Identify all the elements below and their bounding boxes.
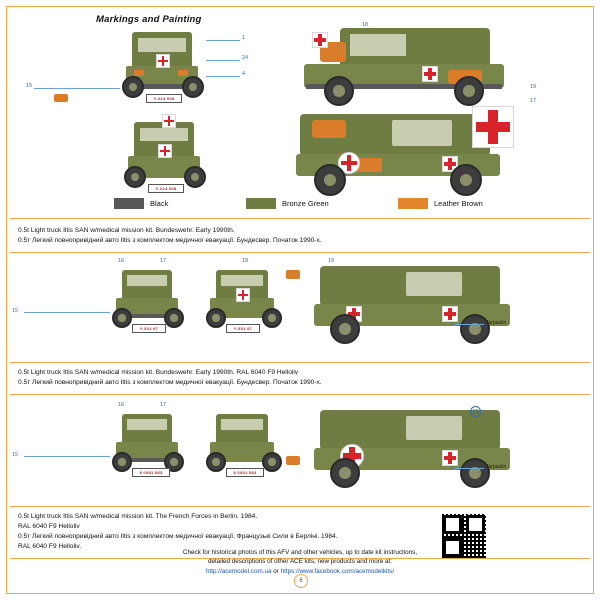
variant-3-caption (18, 512, 438, 552)
footer (10, 548, 590, 577)
plate-rear-2: Y-531 97 (226, 324, 260, 333)
variant-2-artwork: Y-531 97 Y-531 97 Tarpaulin 16 17 18 19 15 (10, 258, 578, 358)
variant-1-rear-view (120, 114, 210, 196)
variant-2-caption-en: 0.5t Light truck Iltis SAN w/medical mission kit. Bundeswehr. Early 1990th. RAL 6040 F9 Helloliv (18, 369, 299, 376)
divider-2 (10, 252, 590, 253)
divider-1 (10, 218, 590, 219)
variant-3-front-view (110, 408, 186, 480)
variant-3-caption-en: 0.5t Light truck Iltis SAN w/medical mission kit. The French Forces in Berlin. 1984. (18, 513, 258, 520)
footer-link-facebook[interactable]: https://www.facebook.com/acemodelkits/ (280, 567, 394, 575)
footer-line-2: detailed descriptions of other ACE kits, new products and more at: (207, 558, 393, 565)
variant-2-side-view (310, 262, 525, 346)
variant-1-caption-uk: 0.5т Легкий повнопривідний авто Iltis з комплектом медичної евакуації. Бундесвер. Початок 1990-х. (18, 237, 322, 244)
variant-1-side-view (298, 24, 518, 108)
red-cross-emblem (472, 106, 514, 148)
variant-2-caption (18, 368, 558, 388)
legend-swatch-leather-brown (398, 198, 428, 209)
variant-2-caption-uk: 0.5т Легкий повнопривідний авто Iltis з комплектом медичної евакуації. Бундесвер. Початок 1990-х. (18, 379, 322, 386)
legend-item-black (114, 198, 168, 209)
variant-2-front-view (110, 264, 186, 336)
variant-1-caption (18, 226, 558, 246)
tarpaulin-label-2: Tarpaulin (486, 320, 507, 326)
variant-3-caption-uk: 0.5т Легкий повнопривідний авто Iltis з комплектом медичної евакуації. Французькі Сили в Берліні. 1984. (18, 533, 338, 540)
tarpaulin-label-3: Tarpaulin (486, 464, 507, 470)
plate-rear-3: 8 0081 583 (226, 468, 264, 477)
legend-label-leather-brown: Leather Brown (434, 199, 483, 208)
variant-3-rear-view (204, 408, 284, 480)
divider-3 (10, 362, 590, 363)
footer-link-site[interactable]: http://acemodel.com.ua (206, 567, 272, 575)
legend-swatch-bronze-green (246, 198, 276, 209)
plate-rear-1: Y-224 008 (148, 184, 184, 193)
plate-front-2: Y-531 97 (132, 324, 166, 333)
legend-swatch-black (114, 198, 144, 209)
variant-1-caption-en: 0.5t Light truck Iltis SAN w/medical mission kit. Bundeswehr. Early 1990th. (18, 227, 235, 234)
legend-item-leather-brown (398, 198, 483, 209)
variant-3-artwork: 8 0081 583 8 0081 583 Tarpaulin 16 17 20 15 (10, 402, 578, 502)
legend-item-bronze-green (246, 198, 329, 209)
plate-front-3: 8 0081 583 (132, 468, 170, 477)
variant-1-front-view (118, 26, 208, 104)
divider-4 (10, 394, 590, 395)
footer-line-1: Check for historical photos of this AFV and other vehicles, up to date kit instructions, (182, 548, 418, 556)
page-title: Markings and Painting (96, 14, 202, 25)
plate-front-1: Y-224 008 (146, 94, 182, 103)
divider-5 (10, 506, 590, 507)
legend-label-black: Black (150, 199, 169, 208)
variant-2-rear-view (204, 264, 284, 336)
footer-separator: or (271, 567, 281, 575)
page-number: 6 (294, 574, 308, 588)
legend-label-bronze-green: Bronze Green (282, 199, 329, 208)
page-content (10, 10, 590, 590)
variant-3-side-view (310, 406, 525, 490)
variant-3-caption-uk2: RAL 6040 F9 Helloliv. (18, 543, 82, 550)
variant-3-caption-en2: RAL 6040 F9 Helloliv (18, 523, 80, 530)
variant-1-artwork: Y-224 008 Y-224 008 15 1 24 4 19 17 18 (10, 22, 578, 204)
